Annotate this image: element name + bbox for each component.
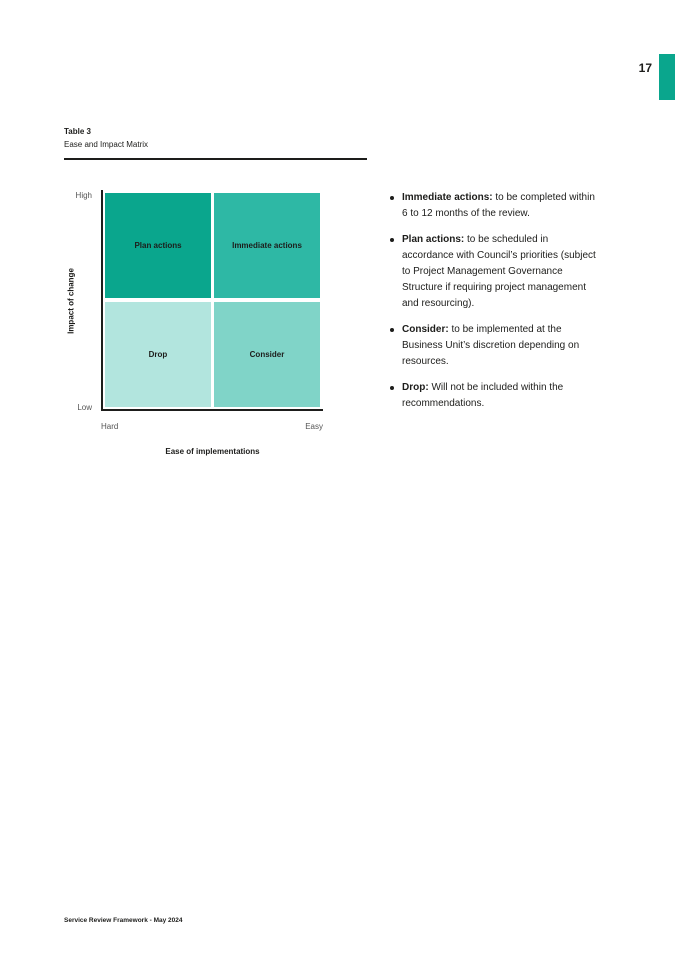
- legend-term: Immediate actions:: [402, 192, 493, 203]
- y-axis-title: Impact of change: [66, 268, 76, 334]
- legend-description: to be completed within 6 to 12 months of the review.: [402, 192, 595, 219]
- bullet-icon: [390, 328, 394, 332]
- x-axis-title: Ease of implementations: [165, 447, 260, 456]
- x-axis-high-label: Easy: [305, 422, 323, 431]
- legend-term: Plan actions:: [402, 234, 465, 245]
- table-divider: [64, 158, 367, 160]
- legend-item-drop: [390, 380, 600, 412]
- legend-description: to be implemented at the Business Unit’s discretion depending on resources.: [402, 324, 580, 367]
- page-tab-marker: [659, 54, 675, 100]
- quadrant-drop-label: Drop: [148, 350, 168, 359]
- legend-item-plan-actions: [390, 232, 600, 312]
- document-footer: Service Review Framework - May 2024: [64, 917, 183, 924]
- quadrant-consider: [214, 302, 320, 407]
- quadrant-immediate-actions-label: Immediate actions: [232, 241, 302, 250]
- bullet-icon: [390, 238, 394, 242]
- legend-item-consider: [390, 322, 600, 370]
- bullet-icon: [390, 196, 394, 200]
- legend-term: Consider:: [402, 324, 449, 335]
- legend-description: to be scheduled in accordance with Council’s priorities (subject to Project Management Governance Structure if requiring project management and resourcing).: [402, 234, 596, 309]
- x-axis-line: [101, 409, 323, 411]
- table-caption: Ease and Impact Matrix: [64, 140, 149, 149]
- y-axis-high-label: High: [75, 191, 92, 200]
- quadrant-consider-label: Consider: [249, 350, 285, 359]
- y-axis-low-label: Low: [77, 403, 92, 412]
- bullet-icon: [390, 386, 394, 390]
- legend-description: Will not be included within the recommendations.: [402, 382, 564, 409]
- legend-item-immediate-actions: [390, 190, 600, 222]
- quadrant-drop: [105, 302, 211, 407]
- quadrant-immediate-actions: [214, 193, 320, 298]
- quadrant-plan-actions: [105, 193, 211, 298]
- legend-term: Drop:: [402, 382, 429, 393]
- y-axis-line: [101, 190, 103, 411]
- page-number: 17: [638, 61, 652, 75]
- x-axis-low-label: Hard: [101, 422, 119, 431]
- action-legend-list: [390, 190, 600, 422]
- quadrant-plan-actions-label: Plan actions: [134, 241, 182, 250]
- table-label: Table 3: [64, 127, 91, 136]
